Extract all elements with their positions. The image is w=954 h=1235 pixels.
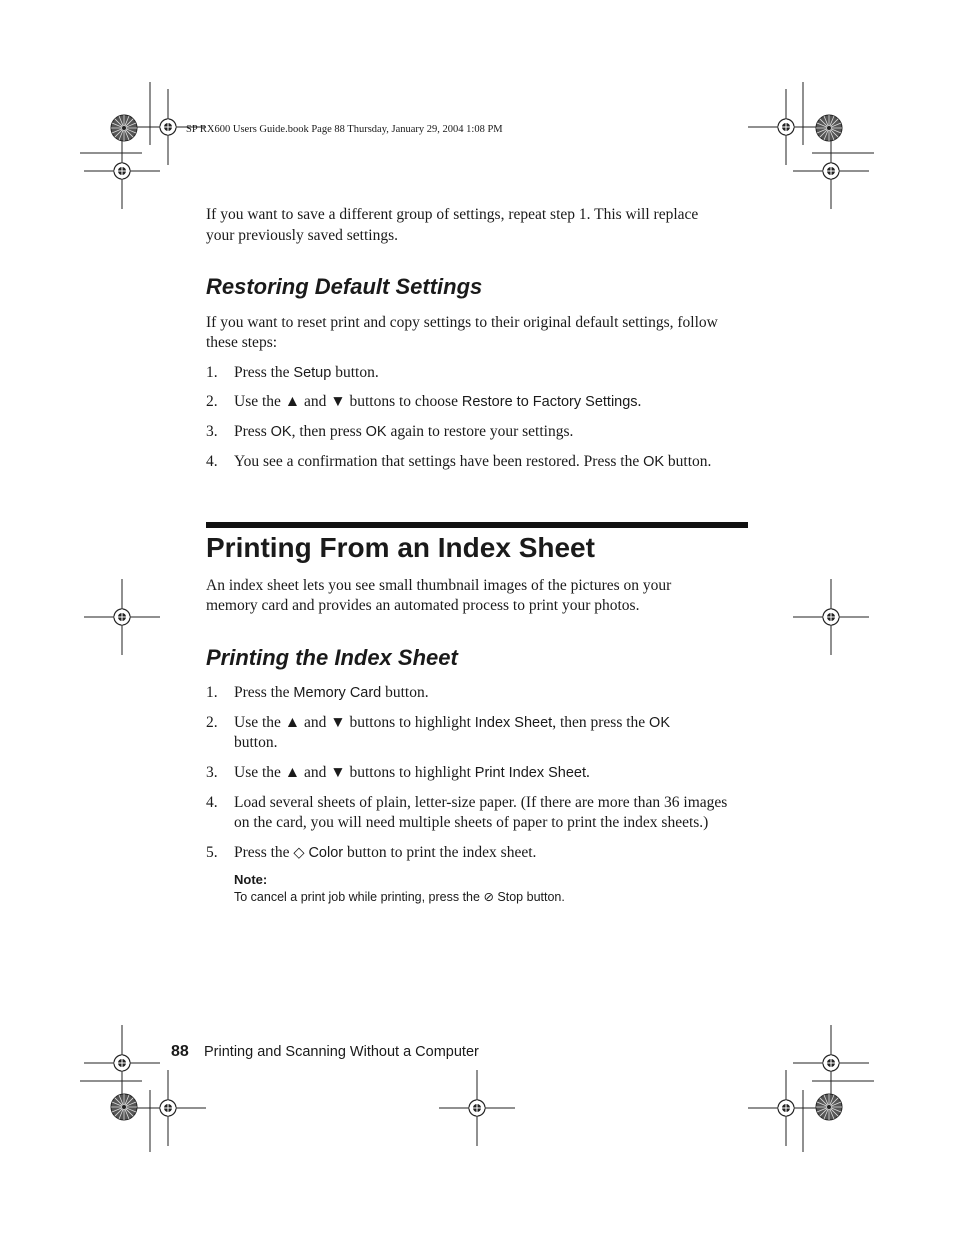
star-target-icon	[816, 1094, 842, 1120]
running-footer-chapter: Printing and Scanning Without a Computer	[204, 1044, 479, 1060]
section-rule	[206, 522, 748, 528]
crosshair-mark-icon	[84, 579, 160, 655]
intro-line: If you want to save a different group of settings, repeat step 1. This will replace	[206, 206, 699, 223]
chapter-heading-index-sheet: Printing From an Index Sheet	[206, 532, 595, 563]
step-number: 1.	[206, 684, 218, 701]
step-number: 3.	[206, 423, 218, 440]
book-header-slug: SP RX600 Users Guide.book Page 88 Thursday, January 29, 2004 1:08 PM	[186, 124, 503, 135]
restoring-step	[206, 452, 751, 472]
index-step	[206, 713, 751, 753]
crosshair-mark-icon	[793, 1025, 869, 1101]
step-text: on the card, you will need multiple sheets of paper to print the index sheets.)	[234, 814, 709, 831]
crosshair-mark-icon	[439, 1070, 515, 1146]
index-step	[206, 843, 751, 863]
crosshair-mark-icon	[84, 1025, 160, 1101]
step-text: Press the	[234, 844, 294, 861]
index-step	[206, 683, 751, 703]
note-text: To cancel a print job while printing, press the	[234, 890, 484, 904]
step-number: 4.	[206, 453, 218, 470]
step-text: again to restore your settings.	[386, 423, 574, 440]
step-number: 4.	[206, 794, 218, 811]
step-text: button.	[381, 684, 429, 701]
step-text: You see a confirmation that settings have been restored. Press the	[234, 453, 644, 470]
stop-icon: ⊘	[483, 890, 494, 904]
step-number: 2.	[206, 393, 218, 410]
step-text: .	[637, 393, 642, 410]
color-diamond-icon: ◇	[293, 845, 305, 861]
step-text: button.	[234, 734, 278, 751]
star-target-icon	[111, 115, 137, 141]
step-text: Use the ▲ and ▼ buttons to choose	[234, 393, 462, 410]
restoring-paragraph	[206, 313, 718, 353]
ui-term-ok: OK	[643, 454, 665, 470]
page-number: 88	[171, 1043, 189, 1060]
ui-term-setup: Setup	[293, 365, 332, 381]
ui-term-color: Color	[308, 845, 344, 861]
restoring-step	[206, 392, 751, 412]
intro-line: your previously saved settings.	[206, 227, 399, 244]
step-number: 2.	[206, 714, 218, 731]
ui-term-restore: Restore to Factory Settings	[461, 394, 638, 410]
index-step	[206, 763, 751, 783]
intro-paragraph	[206, 205, 698, 246]
paragraph-line: If you want to reset print and copy settings to their original default settings, follow	[206, 314, 718, 331]
paragraph-line: An index sheet lets you see small thumbnail images of the pictures on your	[206, 577, 672, 594]
index-intro-paragraph	[206, 576, 671, 616]
ui-term-memory-card: Memory Card	[293, 685, 382, 701]
star-target-icon	[111, 1094, 137, 1120]
restoring-step	[206, 363, 751, 383]
step-text: .	[586, 764, 590, 781]
ui-term-ok: OK	[649, 715, 670, 731]
note-block	[234, 872, 565, 904]
ui-term-ok: OK	[365, 424, 387, 440]
paragraph-line: these steps:	[206, 334, 278, 351]
ui-term-stop: Stop	[497, 890, 524, 904]
paragraph-line: memory card and provides an automated process to print your photos.	[206, 597, 640, 614]
step-number: 1.	[206, 364, 218, 381]
note-text: button.	[523, 890, 565, 904]
section-heading-restoring: Restoring Default Settings	[206, 274, 483, 299]
ui-term-print-index-sheet: Print Index Sheet	[474, 765, 587, 781]
step-text: Load several sheets of plain, letter-size paper. (If there are more than 36 images	[234, 794, 728, 811]
crosshair-mark-icon	[793, 133, 869, 209]
restoring-step	[206, 422, 751, 442]
step-text: button.	[664, 453, 712, 470]
step-text: , then press the	[552, 714, 650, 731]
ui-term-ok: OK	[270, 424, 292, 440]
crosshair-mark-icon	[793, 579, 869, 655]
crosshair-mark-icon	[748, 89, 824, 165]
step-text: Use the ▲ and ▼ buttons to highlight	[234, 714, 475, 731]
star-target-icon	[816, 115, 842, 141]
note-body	[234, 889, 565, 904]
step-text: , then press	[291, 423, 366, 440]
step-number: 3.	[206, 764, 218, 781]
ui-term-index-sheet: Index Sheet	[474, 715, 553, 731]
index-step	[206, 793, 751, 833]
step-text: button.	[331, 364, 379, 381]
step-text: Use the ▲ and ▼ buttons to highlight	[234, 764, 475, 781]
section-heading-printing-index: Printing the Index Sheet	[206, 645, 458, 670]
step-text: button to print the index sheet.	[343, 844, 537, 861]
crosshair-mark-icon	[84, 133, 160, 209]
step-text: Press the	[234, 684, 294, 701]
note-label: Note:	[234, 872, 268, 887]
step-text: Press	[234, 423, 271, 440]
step-number: 5.	[206, 844, 218, 861]
step-text: Press the	[234, 364, 294, 381]
